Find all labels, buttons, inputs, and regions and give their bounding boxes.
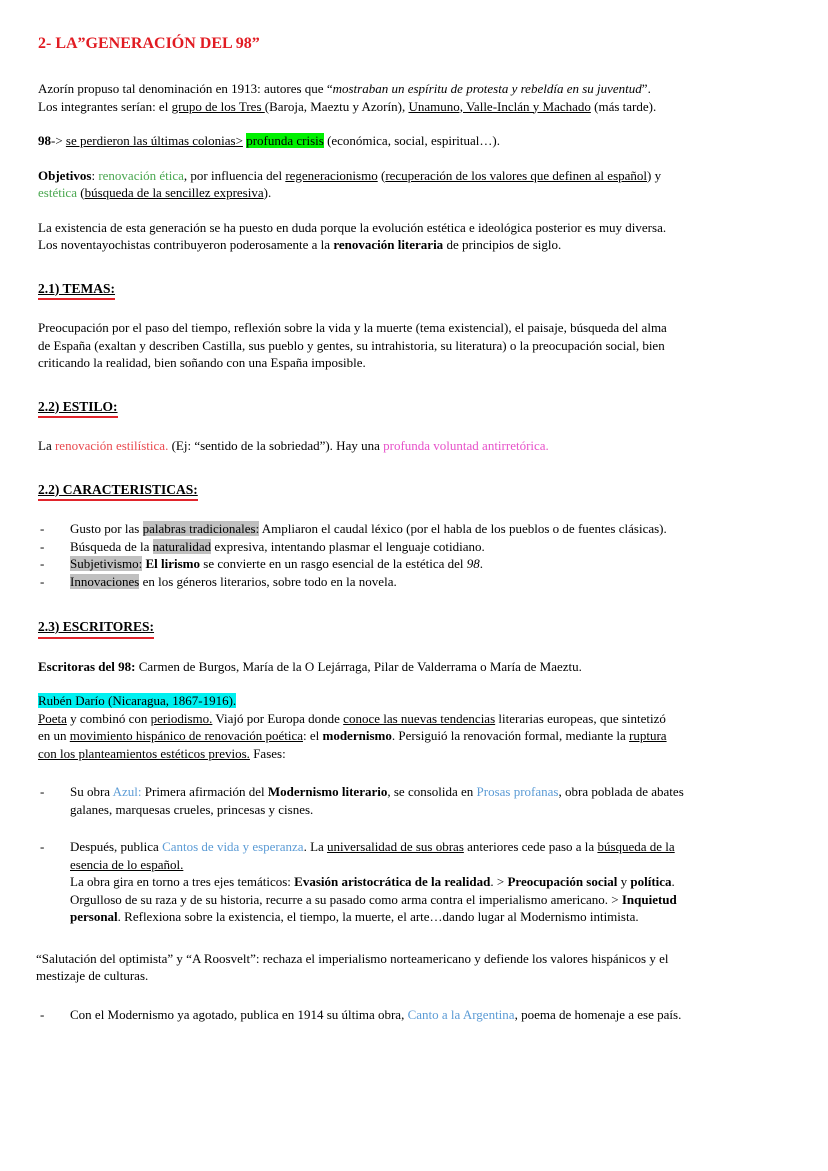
text-run: Preocupación por el paso del tiempo, reflexión sobre la vida y la muerte (tema existencial), el paisaje, búsqueda del alma (38, 320, 667, 335)
bold-run: Escritoras del 98: (38, 658, 136, 674)
text-run: y (617, 874, 631, 889)
bold-run: modernismo (322, 728, 392, 743)
bullet-dash: - (40, 784, 45, 799)
list-caracteristicas (38, 520, 794, 590)
list-item (38, 573, 794, 591)
bullet-dash: - (40, 1006, 45, 1022)
underlined-run: con los planteamientos estéticos previos. (38, 745, 250, 761)
text-run: ”. (641, 81, 651, 96)
text-run: . Persiguió la renovación formal, mediante la (391, 728, 630, 743)
text-run: , se consolida en (387, 784, 477, 799)
text-run: (más tarde). (590, 98, 657, 114)
text-run: ). (263, 185, 272, 200)
bold-run: política (630, 874, 672, 889)
text-run: Primera afirmación del (141, 784, 268, 799)
text-run: La existencia de esta generación se ha puesto en duda porque la evolución estética e ideológica posterior es muy diversa. (38, 219, 667, 235)
paragraph-estilo (38, 437, 794, 455)
list-item-azul (38, 783, 794, 818)
paragraph-98-colonias (38, 132, 794, 150)
text-run: (Ej: “sentido de la sobriedad”). Hay una (168, 438, 384, 453)
text-run: , poema de homenaje a ese país. (514, 1006, 682, 1022)
text-run: Los noventayochistas contribuyeron poderosamente a la (38, 237, 334, 252)
text-run: en un (38, 728, 70, 743)
bullet-dash: - (40, 521, 45, 536)
text-run: ) y (647, 167, 662, 183)
underlined-run: Poeta (38, 710, 67, 726)
text-run: Después, publica (70, 839, 163, 854)
bullet-dash: - (40, 839, 45, 854)
paragraph-escritoras (38, 658, 794, 676)
underlined-run: movimiento hispánico de renovación poética (69, 728, 303, 743)
blue-title-run: Canto a la Argentina (407, 1006, 515, 1022)
underlined-run: grupo de los Tres (171, 98, 265, 114)
blue-title-run: Cantos de vida y esperanza (162, 839, 304, 854)
text-run: Orgulloso de su raza y de su historia, recurre a su pasado como arma contra el imperialismo americano. > (70, 891, 622, 907)
paragraph-salutacion (36, 950, 794, 985)
document-title: 2- LA”GENERACIÓN DEL 98” (38, 35, 260, 52)
bullet-dash: - (40, 538, 45, 554)
text-run: Con el Modernismo ya agotado, publica en 1914 su última obra, (70, 1006, 408, 1022)
underlined-run: universalidad de sus obras (327, 839, 464, 854)
underlined-run: esencia de lo español. (70, 856, 184, 872)
paragraph-objetivos (38, 167, 794, 202)
bold-run: personal (70, 909, 118, 924)
italic-run: 98 (466, 556, 480, 571)
heading-estilo-wrap (38, 398, 794, 419)
bold-run: El lirismo (142, 556, 201, 571)
text-run: Su obra (70, 784, 113, 799)
text-run: Ampliaron el caudal léxico (por el habla de los pueblos o de fuentes clásicas). (259, 521, 667, 536)
highlight-ruben-dario: Rubén Darío (Nicaragua, 1867-1916). (38, 693, 237, 708)
highlight-innovaciones: Innovaciones (70, 573, 140, 589)
blue-title-run: Azul: (112, 784, 142, 799)
text-run: (Baroja, Maeztu y Azorín), (264, 98, 409, 114)
text-run: . (479, 556, 484, 571)
text-run: en los géneros literarios, sobre todo en la novela. (139, 573, 397, 589)
text-run: -> (51, 133, 66, 148)
text-run: Los integrantes serían: el (38, 98, 172, 114)
text-run: criticando la realidad, bien soñando con una España imposible. (38, 355, 366, 370)
bold-run: Preocupación social (507, 874, 618, 889)
underlined-run: búsqueda de la sencillez expresiva (84, 185, 264, 200)
text-run: mestizaje de culturas. (36, 968, 149, 983)
text-run: (económica, social, espiritual…). (323, 133, 500, 148)
green-text-run: renovación ética (98, 167, 184, 183)
text-run: expresiva, intentando plasmar el lenguaje cotidiano. (211, 538, 485, 554)
heading-temas: 2.1) TEMAS: (38, 280, 115, 301)
underlined-run: Unamuno, Valle-Inclán y Machado (408, 98, 591, 114)
underlined-run: periodismo. (150, 710, 213, 726)
heading-estilo: 2.2) ESTILO: (38, 398, 118, 419)
list-item (38, 538, 794, 556)
underlined-run: conoce las nuevas tendencias (343, 710, 496, 726)
heading-caracteristicas-wrap (38, 481, 794, 502)
magenta-text-run: profunda voluntad antirretórica. (383, 438, 549, 453)
quote-italic-run: mostraban un espíritu de protesta y rebeldía en su juventud (332, 81, 642, 96)
text-run: Viajó por Europa donde (212, 710, 344, 726)
bold-run: Objetivos (38, 167, 92, 183)
text-run: Azorín propuso tal denominación en 1913: autores que “ (38, 81, 333, 96)
bold-run: 98 (38, 133, 51, 148)
text-run: . La (303, 839, 328, 854)
underlined-run: búsqueda de la (597, 839, 675, 854)
underlined-run: ruptura (629, 728, 667, 743)
text-run: : el (303, 728, 323, 743)
heading-caracteristicas: 2.2) CARACTERISTICAS: (38, 481, 198, 502)
green-text-run: estética (38, 185, 77, 200)
text-run: anteriores cede paso a la (463, 839, 598, 854)
heading-escritores: 2.3) ESCRITORES: (38, 618, 154, 639)
text-run: de principios de siglo. (443, 237, 562, 252)
text-run: de España (exaltan y describen Castilla, sus pueblo y gentes, su intrahistoria, su literatura) o la preocupación social, bien (38, 337, 665, 353)
list-item-despues (38, 838, 794, 926)
text-run: Carmen de Burgos, María de la O Lejárraga, Pilar de Valderrama o María de Maeztu. (135, 658, 582, 674)
highlight-profunda-crisis: profunda crisis (246, 133, 324, 148)
paragraph-temas (38, 319, 794, 372)
highlight-palabras-tradicionales: palabras tradicionales: (142, 521, 260, 536)
text-run: Fases: (249, 745, 286, 761)
bold-run: Modernismo literario (267, 784, 388, 799)
red-text-run: renovación estilística. (54, 438, 169, 453)
text-run: y combinó con (66, 710, 151, 726)
highlight-naturalidad: naturalidad (152, 538, 212, 554)
text-run: La obra gira en torno a tres ejes temáticos: (70, 874, 295, 889)
underlined-run: se perdieron las últimas colonias> (65, 133, 243, 148)
heading-escritores-wrap (38, 618, 794, 639)
text-run: galanes, marquesas crueles, princesas y cisnes. (70, 801, 314, 817)
text-run: . (671, 874, 675, 889)
list-item (38, 520, 794, 538)
highlight-subjetivismo: Subjetivismo: (70, 556, 143, 571)
paragraph-existencia (38, 219, 794, 254)
text-run: literarias europeas, que sintetizó (495, 710, 666, 726)
text-run: se convierte en un rasgo esencial de la estética del (200, 556, 467, 571)
heading-temas-wrap (38, 280, 794, 301)
text-run: . Reflexiona sobre la existencia, el tiempo, la muerte, el arte…dando lugar al Modernismo intimista. (117, 909, 639, 924)
text-run: , obra poblada de abates (558, 784, 684, 799)
paragraph-ruben-dario (38, 692, 794, 762)
text-run: : (91, 167, 99, 183)
list-item-canto-argentina (38, 1006, 794, 1024)
bullet-dash: - (40, 556, 45, 571)
underlined-run: regeneracionismo (285, 167, 378, 183)
text-run: ( (76, 185, 85, 200)
text-run: , por influencia del (183, 167, 286, 183)
text-run: . > (490, 874, 508, 889)
text-run: ( (377, 167, 386, 183)
text-run: “Salutación del optimista” y “A Roosvelt”: rechaza el imperialismo norteamericano y defiende los valores hispánicos y el (36, 950, 669, 966)
bold-run: renovación literaria (333, 237, 444, 252)
text-run: Gusto por las (70, 521, 143, 536)
blue-title-run: Prosas profanas (476, 784, 559, 799)
bold-run: Inquietud (621, 891, 677, 907)
bold-run: Evasión aristocrática de la realidad (294, 874, 491, 889)
underlined-run: recuperación de los valores que definen al español (385, 167, 648, 183)
text-run: La (38, 438, 55, 453)
list-item (38, 555, 794, 573)
text-run: Búsqueda de la (70, 538, 153, 554)
paragraph-azorin (38, 80, 794, 115)
bullet-dash: - (40, 573, 45, 589)
